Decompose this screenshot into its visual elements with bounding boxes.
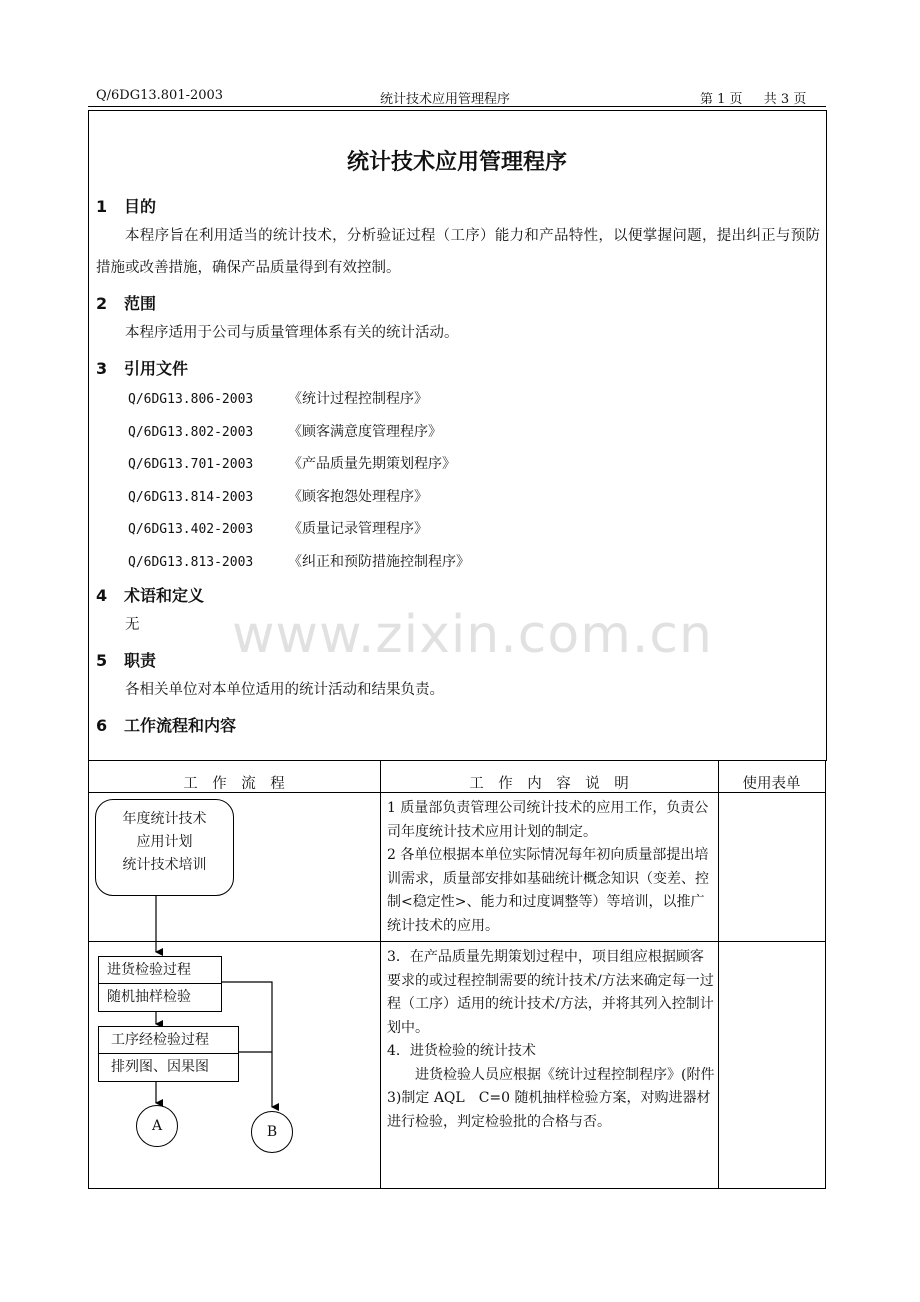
section-heading-1: 1 目的 [96,197,157,216]
purpose-paragraph: 本程序旨在利用适当的统计技术，分析验证过程（工序）能力和产品特性，以便掌握问题，提出纠正与预防措施或改善措施，确保产品质量得到有效控制。 [96,228,820,276]
reference-item: Q/6DG13.402-2003 《质量记录管理程序》 [128,521,428,537]
flow-connector-b: B [251,1111,293,1153]
reference-item: Q/6DG13.701-2003 《产品质量先期策划程序》 [128,456,456,472]
page-title: 统计技术应用管理程序 [346,150,567,175]
flow-box-annual-plan: 年度统计技术 应用计划 统计技术培训 [95,799,234,896]
section-heading-4: 4 术语和定义 [96,586,205,605]
header-doc-code: Q/6DG13.801-2003 [96,88,224,103]
content-item: 进货检验人员应根据《统计过程控制程序》(附件 3)制定 AQL C=0 随机抽样检验方案，对购进器材进行检验，判定检验批的合格与否。 [387,1066,715,1130]
table-header-content: 工 作 内 容 说 明 [469,776,629,792]
table-header-forms: 使用表单 [742,776,801,792]
header-doc-title: 统计技术应用管理程序 [380,92,511,107]
watermark: www.zixin.com.cn [232,605,713,665]
flow-box-process-inspection: 工序经检验过程 排列图、因果图 [98,1026,239,1082]
duty-paragraph: 各相关单位对本单位适用的统计活动和结果负责。 [125,682,444,698]
flow-box-incoming-inspection: 进货检验过程 随机抽样检验 [98,956,222,1012]
section-heading-6: 6 工作流程和内容 [96,716,237,735]
header-page-info: 第 1 页 共 3 页 [700,92,807,107]
reference-item: Q/6DG13.814-2003 《顾客抱怨处理程序》 [128,489,428,505]
content-item: 1 质量部负责管理公司统计技术的应用工作，负责公司年度统计技术应用计划的制定。 [387,800,709,840]
terms-paragraph: 无 [125,617,140,633]
section-heading-5: 5 职责 [96,651,157,670]
table-header-flow: 工 作 流 程 [183,776,285,792]
content-item: 2 各单位根据本单位实际情况每年初向质量部提出培训需求，质量部安排如基础统计概念知识（变差、控制<稳定性>、能力和过度调整等）等培训，以推广统计技术的应用。 [387,847,709,934]
flow-connector-a: A [136,1105,178,1147]
content-item: 3．在产品质量先期策划过程中，项目组应根据顾客要求的或过程控制需要的统计技术/方法来确定每一过程（工序）适用的统计技术/方法，并将其列入控制计划中。 [387,949,714,1036]
reference-item: Q/6DG13.802-2003 《顾客满意度管理程序》 [128,424,442,440]
section-heading-2: 2 范围 [96,294,157,313]
section-heading-3: 3 引用文件 [96,359,189,378]
reference-item: Q/6DG13.813-2003 《纠正和预防措施控制程序》 [128,554,470,570]
scope-paragraph: 本程序适用于公司与质量管理体系有关的统计活动。 [125,325,459,341]
content-item: 4．进货检验的统计技术 [387,1043,536,1059]
reference-item: Q/6DG13.806-2003 《统计过程控制程序》 [128,391,428,407]
